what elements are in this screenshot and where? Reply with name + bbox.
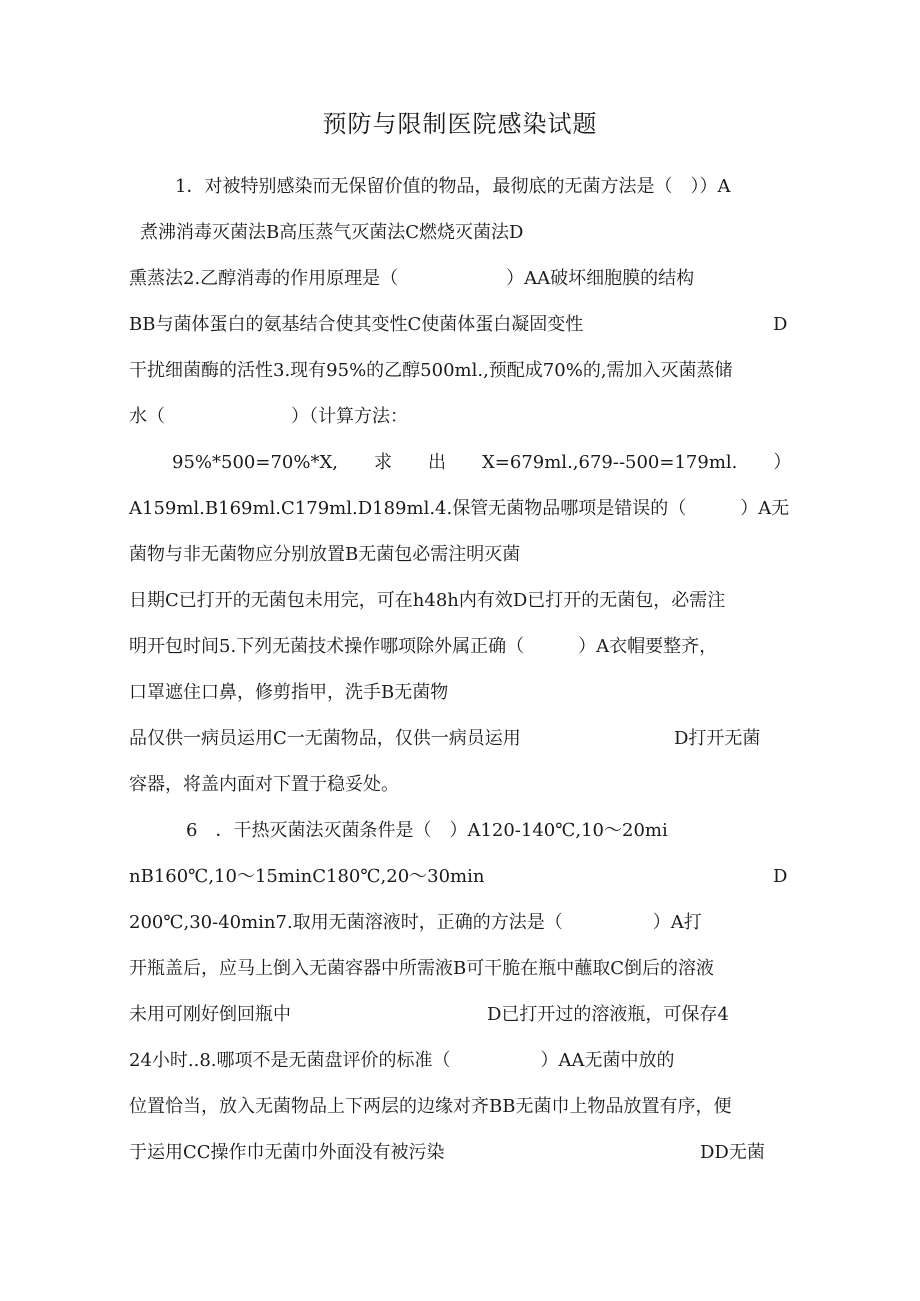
question-8-line: 24小时..8.哪项不是无菌盘评价的标准（ ）AA无菌中放的 — [129, 1050, 675, 1071]
document-title: 预防与限制医院感染试题 — [322, 110, 598, 138]
question-7-line-3: 未用可刚好倒回瓶中 — [129, 1004, 291, 1025]
question-5-line-3: 品仅供一病员运用C一无菌物品，仅供一病员运用 — [129, 728, 521, 749]
question-1-line: 1．对被特别感染而无保留价值的物品，最彻底的无菌方法是（ ））A — [175, 176, 731, 197]
question-4-line-3: 日期C已打开的无菌包未用完，可在h48h内有效D已打开的无菌包，必需注 — [129, 590, 726, 611]
question-2-line: 熏蒸法2.乙醇消毒的作用原理是（ ）AA破坏细胞膜的结构 — [129, 268, 695, 289]
question-2-option-d: D — [773, 314, 788, 335]
question-8-line-3: 于运用CC操作巾无菌巾外面没有被污染 — [129, 1142, 445, 1163]
question-7-line: 200℃,30-40min7.取用无菌溶液时，正确的方法是（ ）A打 — [129, 912, 702, 933]
question-4-line: A159ml.B169ml.C179ml.D189ml.4.保管无菌物品哪项是错误的（ ）A无 — [129, 498, 790, 519]
question-6-option-d: D — [773, 866, 788, 887]
question-4-line-2: 菌物与非无菌物应分别放置B无菌包必需注明灭菌 — [129, 544, 521, 565]
question-8-option-d: DD无菌 — [700, 1142, 765, 1163]
question-1-options: 煮沸消毒灭菌法B高压蒸气灭菌法C燃烧灭菌法D — [140, 222, 524, 243]
question-3-formula: 95%*500=70%*X, 求 出 X=679ml.,679--500=179ml. ） — [172, 452, 792, 473]
question-5-line-2: 口罩遮住口鼻，修剪指甲，洗手B无菌物 — [129, 682, 449, 703]
question-6-line-2: nB160℃,10～15minC180℃,20～30min — [129, 866, 485, 887]
question-3-line-2: 水（ ）（计算方法： — [129, 406, 408, 427]
question-7-option-d: D已打开过的溶液瓶，可保存4 — [487, 1004, 729, 1025]
question-2-options: BB与菌体蛋白的氨基结合使其变性C使菌体蛋白凝固变性 — [129, 314, 584, 335]
question-3-line: 干扰细菌酶的活性3.现有95%的乙醇500ml.,预配成70%的,需加入灭菌蒸储 — [129, 360, 733, 381]
question-8-line-2: 位置恰当，放入无菌物品上下两层的边缘对齐BB无菌巾上物品放置有序，便 — [129, 1096, 732, 1117]
question-5-line: 明开包时间5.下列无菌技术操作哪项除外属正确（ ）A衣帽要整齐， — [129, 636, 718, 657]
question-7-line-2: 开瓶盖后，应马上倒入无菌容器中所需液B可干脆在瓶中蘸取C倒后的溶液 — [129, 958, 714, 979]
question-6-line: 6 ．干热灭菌法灭菌条件是（ ）A120-140℃,10～20mi — [186, 820, 668, 841]
question-5-line-4: 容器，将盖内面对下置于稳妥处。 — [129, 774, 399, 795]
question-5-option-d: D打开无菌 — [674, 728, 761, 749]
